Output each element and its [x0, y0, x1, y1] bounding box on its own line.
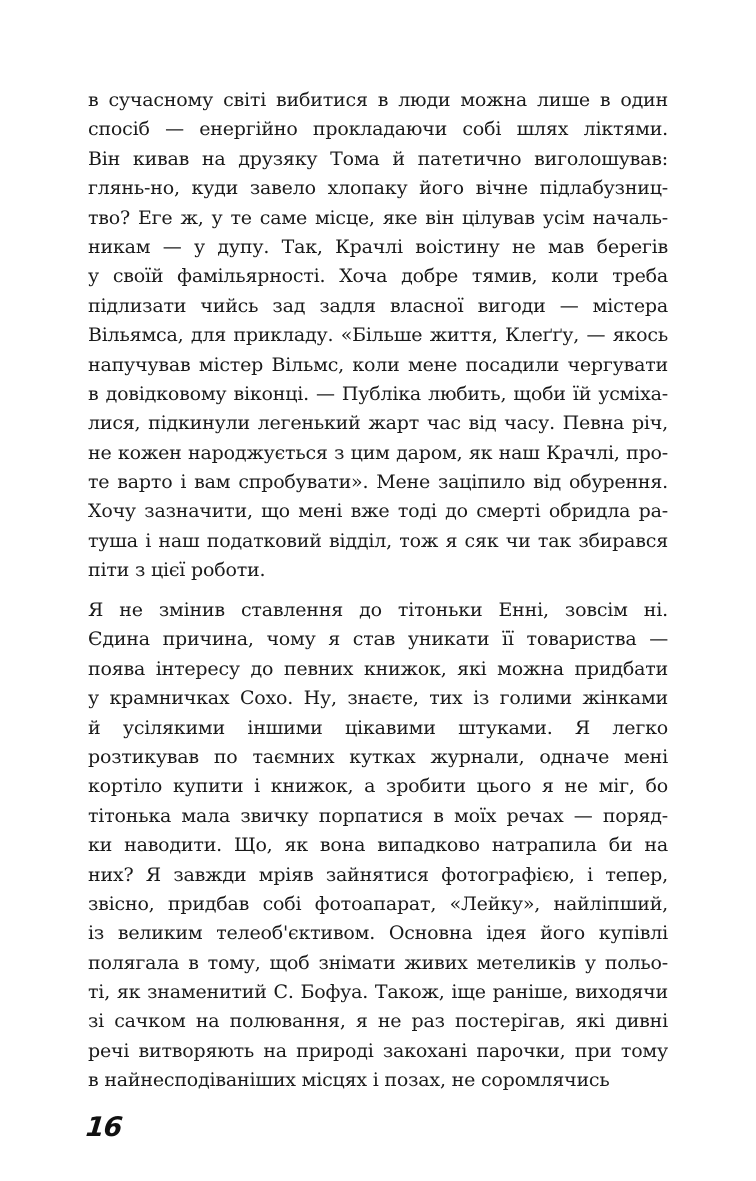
text-line: в довідковому віконці. — Публіка любить, щоби їй усміха-: [88, 382, 668, 405]
text-line: туша і наш податковий відділ, тож я сяк чи так збирався: [88, 529, 668, 552]
text-line: зі сачком на полювання, я не раз постерігав, які дивні: [88, 1010, 668, 1033]
text-line: полягала в тому, щоб знімати живих метеликів у польо-: [88, 951, 668, 974]
text-line: них? Я завжди мріяв зайнятися фотографією, і тепер,: [88, 863, 668, 886]
text-line: розтикував по таємних кутках журнали, одначе мені: [88, 745, 668, 768]
text-line: лися, підкинули легенький жарт час від часу. Певна річ,: [88, 412, 668, 435]
text-line: піти з цієї роботи.: [88, 559, 266, 582]
text-line: напучував містер Вільмс, коли мене посадили чергувати: [88, 353, 668, 376]
text-line: підлизати чийсь зад задля власної вигоди — містера: [88, 294, 668, 317]
text-line: тво? Еге ж, у те саме місце, яке він цілував усім началь-: [88, 206, 668, 229]
text-line: Я не змінив ставлення до тітоньки Енні, зовсім ні.: [88, 599, 668, 621]
text-line: поява інтересу до певних книжок, які можна придбати: [88, 657, 668, 680]
text-line: в найнесподіваніших місцях і позах, не соромлячись: [88, 1069, 610, 1092]
text-line: кортіло купити і книжок, а зробити цього я не міг, бо: [88, 775, 668, 798]
page-number: 16: [84, 1112, 124, 1143]
text-line: Він кивав на друзяку Тома й патетично виголошував:: [88, 147, 668, 170]
text-line: й усілякими іншими цікавими штуками. Я легко: [88, 716, 668, 739]
text-line: речі витворяють на природі закохані парочки, при тому: [88, 1039, 668, 1062]
text-line: ки наводити. Що, як вона випадково натрапила би на: [88, 834, 668, 857]
text-line: спосіб — енергійно прокладаючи собі шлях ліктями.: [88, 118, 668, 141]
text-line: Єдина причина, чому я став уникати її товариства —: [88, 628, 668, 651]
text-line: ті, як знаменитий С. Бофуа. Також, іще раніше, виходячи: [88, 981, 668, 1004]
text-line: никам — у дупу. Так, Крачлі воістину не мав берегів: [88, 235, 668, 258]
text-line: звісно, придбав собі фотоапарат, «Лейку», найліпший,: [88, 892, 668, 915]
text-line: у крамничках Сохо. Ну, знаєте, тих із голими жінками: [88, 687, 668, 710]
text-line: не кожен народжується з цим даром, як наш Крачлі, про-: [88, 441, 668, 464]
paragraph-1: [88, 86, 668, 586]
text-line: глянь-но, куди завело хлопаку його вічне підлабузниц-: [88, 177, 668, 200]
text-line: те варто і вам спробувати». Мене заціпило від обурення.: [88, 471, 668, 494]
text-line: в сучасному світі вибитися в люди можна лише в один: [88, 89, 668, 111]
text-line: із великим телеоб'єктивом. Основна ідея його купівлі: [88, 922, 668, 945]
text-line: тітонька мала звичку порпатися в моїх речах — поряд-: [88, 804, 668, 827]
paragraph-2: [88, 596, 668, 1096]
text-line: у своїй фамільярності. Хоча добре тямив, коли треба: [88, 265, 668, 288]
text-line: Вільямса, для прикладу. «Більше життя, Клеґґу, — якось: [88, 324, 668, 347]
text-line: Хочу зазначити, що мені вже тоді до смерті обридла ра-: [88, 500, 668, 523]
